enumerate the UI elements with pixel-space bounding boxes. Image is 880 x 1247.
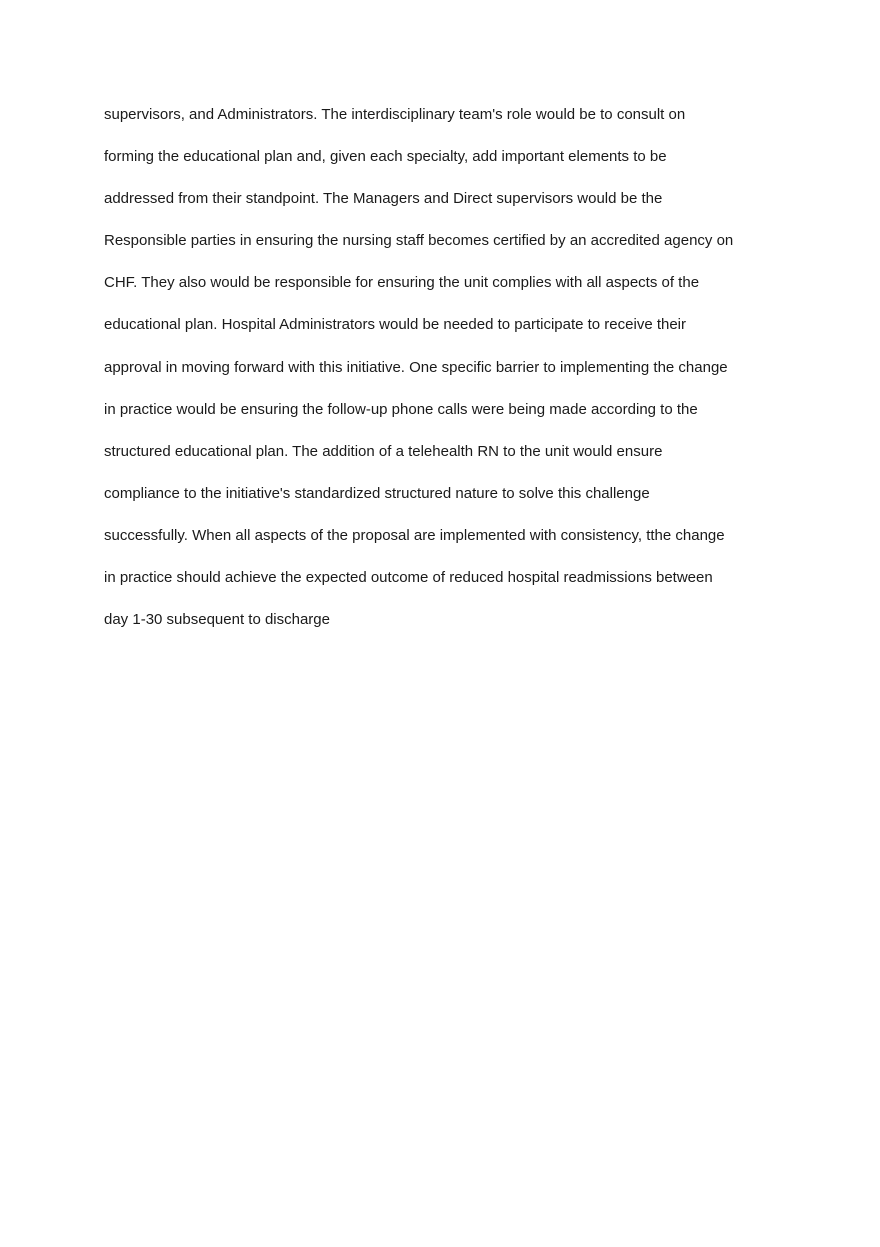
text-line: in practice would be ensuring the follow-up phone calls were being made according to the [104, 400, 698, 418]
text-line: CHF. They also would be responsible for ensuring the unit complies with all aspects of the [104, 274, 700, 292]
text-line: educational plan. Hospital Administrators would be needed to participate to receive their [104, 316, 687, 334]
text-line: supervisors, and Administrators. The interdisciplinary team's role would be to consult on [104, 106, 686, 123]
text-line: day 1-30 subsequent to discharge [104, 611, 330, 629]
text-line: structured educational plan. The addition of a telehealth RN to the unit would ensure [104, 442, 663, 460]
text-line: in practice should achieve the expected outcome of reduced hospital readmissions between [104, 569, 713, 587]
text-line: forming the educational plan and, given each specialty, add important elements to be [104, 148, 667, 166]
text-line: approval in moving forward with this initiative. One specific barrier to implementing the change [104, 358, 728, 376]
text-line: compliance to the initiative's standardized structured nature to solve this challenge [104, 484, 650, 502]
text-line: successfully. When all aspects of the proposal are implemented with consistency, tthe change [104, 526, 725, 544]
text-line: Responsible parties in ensuring the nursing staff becomes certified by an accredited agency on [104, 232, 734, 250]
text-line: addressed from their standpoint. The Managers and Direct supervisors would be the [104, 190, 663, 208]
body-paragraph [104, 94, 804, 641]
